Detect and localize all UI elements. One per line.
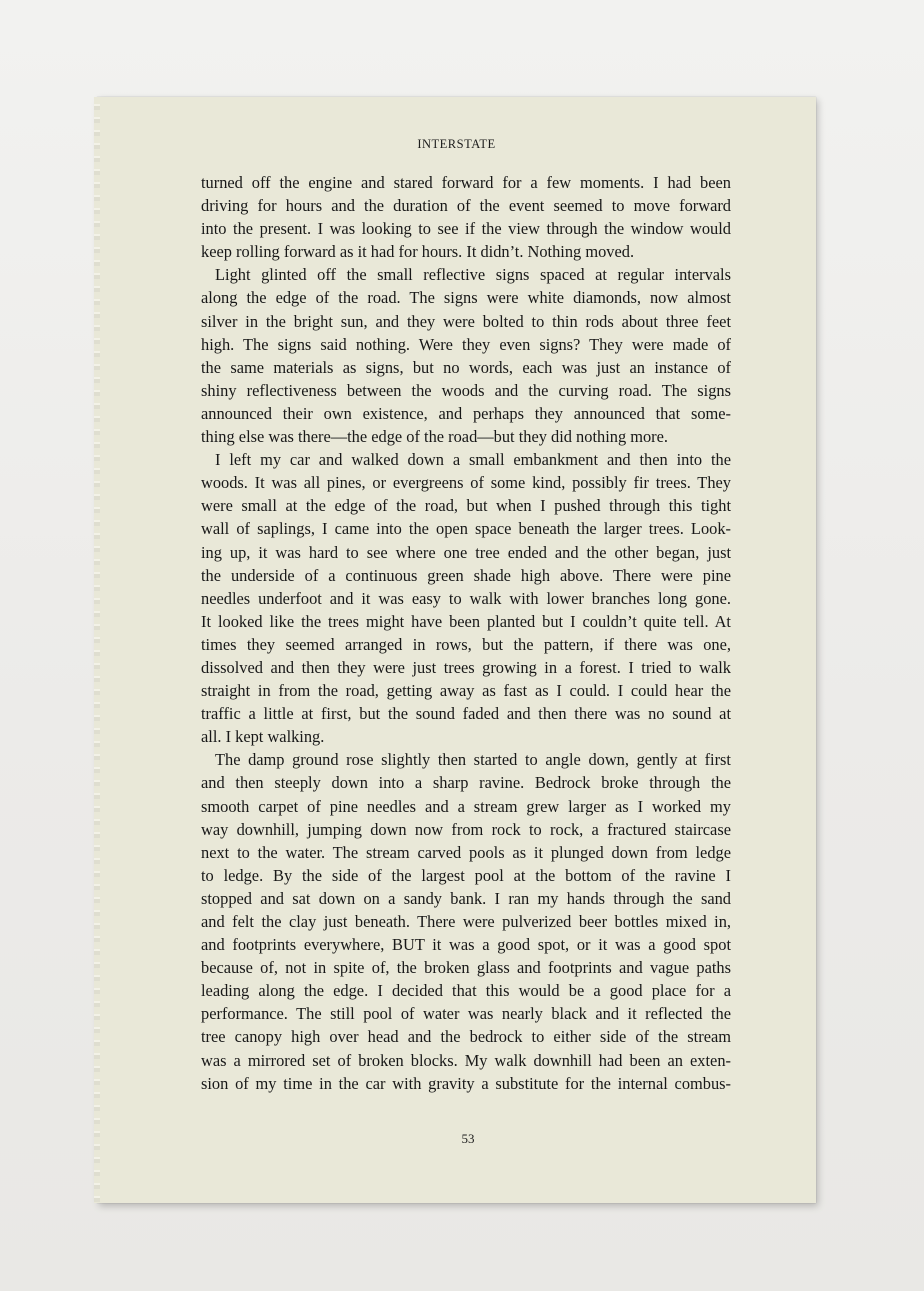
text-line: the underside of a continuous green shade high above. There were pine xyxy=(201,565,731,585)
paragraph xyxy=(201,448,731,748)
text-line: tree canopy high over head and the bedrock to either side of the stream xyxy=(201,1027,731,1047)
text-line: It looked like the trees might have been planted but I couldn’t quite tell. At xyxy=(201,611,731,631)
text-line: was a mirrored set of broken blocks. My walk downhill had been an exten- xyxy=(201,1050,731,1070)
text-line: and then steeply down into a sharp ravine. Bedrock broke through the xyxy=(201,773,731,793)
text-line: into the present. I was looking to see if the view through the window would xyxy=(201,219,731,239)
text-line: turned off the engine and stared forward for a few moments. I had been xyxy=(201,173,731,192)
text-line: thing else was there—the edge of the road—but they did nothing more. xyxy=(201,427,669,447)
text-line: leading along the edge. I decided that this would be a good place for a xyxy=(201,981,731,1001)
text-line: announced their own existence, and perhaps they announced that some- xyxy=(201,403,731,423)
text-line: to ledge. By the side of the largest pool at the bottom of the ravine I xyxy=(201,865,731,885)
text-line: straight in from the road, getting away as fast as I could. I could hear the xyxy=(201,681,731,701)
text-line: ing up, it was hard to see where one tree ended and the other began, just xyxy=(201,542,731,562)
text-line: way downhill, jumping down now from rock to rock, a fractured staircase xyxy=(201,819,731,839)
text-line: stopped and sat down on a sandy bank. I ran my hands through the sand xyxy=(201,888,731,908)
paragraph xyxy=(201,748,731,1094)
paragraph xyxy=(201,171,731,263)
body-text xyxy=(201,171,731,1095)
text-line: Light glinted off the small reflective signs spaced at regular intervals xyxy=(215,265,731,285)
text-line: the same materials as signs, but no words, each was just an instance of xyxy=(201,357,731,377)
text-line: dissolved and then they were just trees growing in a forest. I tried to walk xyxy=(201,657,731,677)
page-number: 53 xyxy=(461,1131,475,1146)
text-line: and footprints everywhere, BUT it was a good spot, or it was a good spot xyxy=(201,935,731,955)
text-line: because of, not in spite of, the broken glass and footprints and vague paths xyxy=(201,958,731,978)
text-line: shiny reflectiveness between the woods and the curving road. The signs xyxy=(201,380,731,400)
text-line: smooth carpet of pine needles and a stream grew larger as I worked my xyxy=(201,796,731,816)
running-head: INTERSTATE xyxy=(417,137,496,151)
text-line: next to the water. The stream carved pools as it plunged down from ledge xyxy=(201,842,731,862)
text-line: needles underfoot and it was easy to walk with lower branches long gone. xyxy=(201,588,731,608)
text-line: wall of saplings, I came into the open space beneath the larger trees. Look- xyxy=(201,519,731,539)
deckled-edge xyxy=(94,97,100,1203)
text-line: sion of my time in the car with gravity a substitute for the internal combus- xyxy=(201,1073,731,1093)
text-line: high. The signs said nothing. Were they even signs? They were made of xyxy=(201,334,731,354)
text-line: woods. It was all pines, or evergreens of some kind, possibly fir trees. They xyxy=(201,473,731,493)
text-line: keep rolling forward as it had for hours. It didn’t. Nothing moved. xyxy=(201,242,635,262)
text-line: were small at the edge of the road, but when I pushed through this tight xyxy=(201,496,731,516)
text-line: The damp ground rose slightly then started to angle down, gently at first xyxy=(215,750,731,770)
text-line: performance. The still pool of water was nearly black and it reflected the xyxy=(201,1004,731,1024)
paragraph xyxy=(201,263,731,448)
text-line: times they seemed arranged in rows, but the pattern, if there was one, xyxy=(201,634,731,654)
book-page xyxy=(97,97,816,1203)
text-line: driving for hours and the duration of the event seemed to move forward xyxy=(201,196,731,216)
text-line: silver in the bright sun, and they were bolted to thin rods about three feet xyxy=(201,311,731,331)
text-line: traffic a little at first, but the sound faded and then there was no sound at xyxy=(201,704,731,724)
text-line: along the edge of the road. The signs were white diamonds, now almost xyxy=(201,288,731,308)
text-line: all. I kept walking. xyxy=(201,727,325,747)
text-line: I left my car and walked down a small embankment and then into the xyxy=(215,450,731,470)
text-line: and felt the clay just beneath. There were pulverized beer bottles mixed in, xyxy=(201,912,731,931)
